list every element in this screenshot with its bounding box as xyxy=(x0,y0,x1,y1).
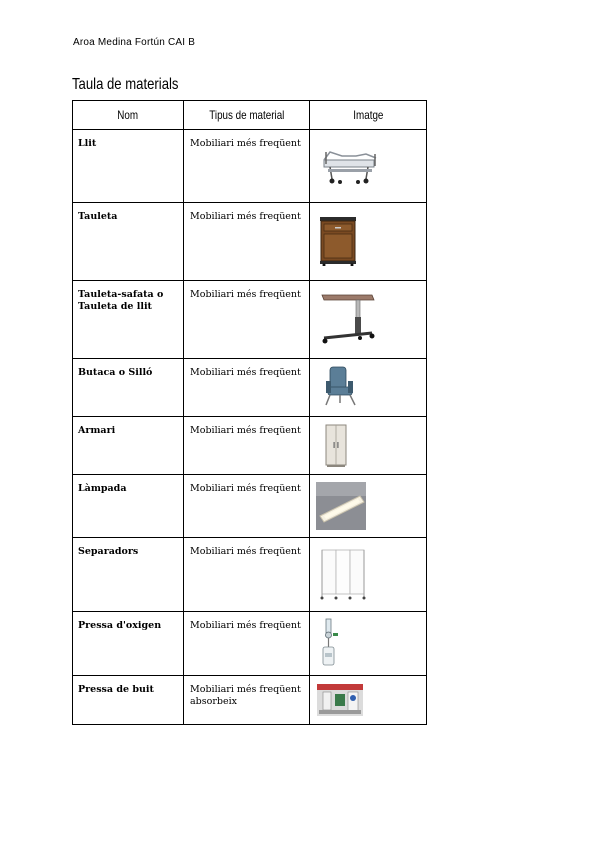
row-name: Tauleta xyxy=(73,203,184,281)
table-header-row xyxy=(73,101,427,130)
row-image xyxy=(310,417,427,475)
row-type: Mobiliari més freqüent xyxy=(184,130,310,203)
row-name: Pressa de buit xyxy=(73,676,184,725)
table-row xyxy=(73,538,427,612)
row-image xyxy=(310,281,427,359)
materials-table xyxy=(72,100,427,725)
column-header-type: Tipus de material xyxy=(184,101,310,130)
row-type: Mobiliari més freqüent xyxy=(184,612,310,676)
page-title: Taula de materials xyxy=(72,76,179,93)
overbed-table-icon xyxy=(320,291,378,349)
row-image xyxy=(310,676,427,725)
table-row xyxy=(73,417,427,475)
row-type: Mobiliari més freqüent xyxy=(184,475,310,538)
column-header-name: Nom xyxy=(73,101,184,130)
row-image xyxy=(310,130,427,203)
row-name: Llit xyxy=(73,130,184,203)
row-type: Mobiliari més freqüent absorbeix xyxy=(184,676,310,725)
folding-screen-icon xyxy=(318,546,368,602)
ceiling-lamp-icon xyxy=(316,482,366,530)
row-image xyxy=(310,203,427,281)
table-row xyxy=(73,281,427,359)
row-name: Butaca o Silló xyxy=(73,359,184,417)
bedside-cabinet-icon xyxy=(318,216,358,266)
row-name: Làmpada xyxy=(73,475,184,538)
document-author: Aroa Medina Fortún CAI B xyxy=(73,37,196,48)
table-row xyxy=(73,612,427,676)
table-row xyxy=(73,130,427,203)
wardrobe-icon xyxy=(324,424,348,468)
row-name: Armari xyxy=(73,417,184,475)
table-row xyxy=(73,359,427,417)
row-type: Mobiliari més freqüent xyxy=(184,203,310,281)
table-row xyxy=(73,676,427,725)
row-image xyxy=(310,359,427,417)
row-type: Mobiliari més freqüent xyxy=(184,417,310,475)
row-name: Tauleta-safata o Tauleta de llit xyxy=(73,281,184,359)
row-type: Mobiliari més freqüent xyxy=(184,281,310,359)
hospital-bed-icon xyxy=(320,146,382,188)
row-type: Mobiliari més freqüent xyxy=(184,359,310,417)
row-image xyxy=(310,612,427,676)
vacuum-outlet-icon xyxy=(317,684,363,716)
row-name: Separadors xyxy=(73,538,184,612)
table-row xyxy=(73,203,427,281)
row-image xyxy=(310,538,427,612)
column-header-image: Imatge xyxy=(310,101,427,130)
row-name: Pressa d'oxigen xyxy=(73,612,184,676)
table-row xyxy=(73,475,427,538)
row-type: Mobiliari més freqüent xyxy=(184,538,310,612)
armchair-icon xyxy=(322,365,360,409)
oxygen-flowmeter-icon xyxy=(318,617,340,669)
row-image xyxy=(310,475,427,538)
